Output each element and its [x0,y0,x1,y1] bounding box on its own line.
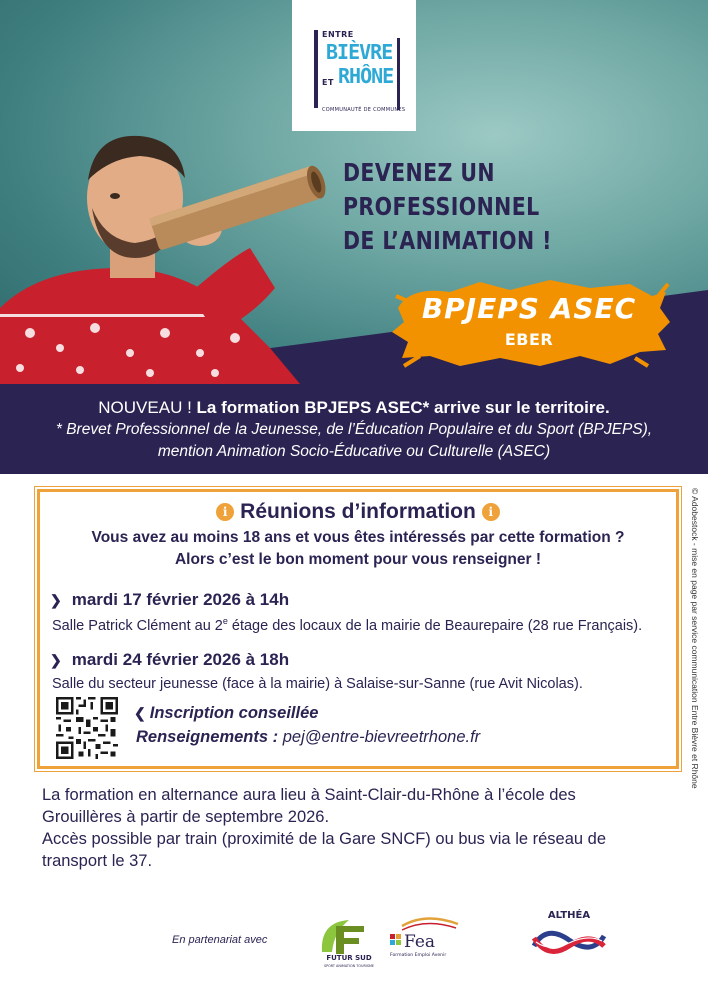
info-title: Réunions d’information [240,500,476,523]
headline-line-1: DEVENEZ UN PROFESSIONNEL [343,158,540,221]
session-date [50,650,289,670]
info-question-line-1: Vous avez au moins 18 ans et vous êtes intéressés par cette formation ? [91,529,625,546]
logo-entre: ENTRE [322,30,354,39]
info-icon: i [482,503,500,521]
logo-bievre: BIÈVRE [326,40,393,64]
chevron-right-icon: ❯ [50,652,62,668]
announcement-line [0,398,708,418]
session-place-text-end: étage des locaux de la mairie de Beaurepaire (28 rue Français). [227,617,643,634]
announcement-bold: La formation BPJEPS ASEC* arrive sur le territoire. [196,398,610,417]
inscription-text: Inscription conseillée [149,704,319,722]
photo-credit [688,488,700,800]
logo-left-bar [314,30,318,108]
session-date [50,590,289,610]
info-icon: i [216,503,234,521]
session-place-sup: e [222,616,228,626]
inscription-note [134,704,318,723]
badge-subtitle: EBER [504,330,554,349]
partners-label: En partenariat avec [172,934,268,946]
entre-bievre-rhone-logo [292,0,416,131]
announcement-new: NOUVEAU ! [98,398,197,417]
fea-name: Fea [404,932,436,952]
session-place [52,616,642,634]
session-place [52,676,583,692]
session-place-text: Salle Patrick Clément au 2 [52,617,223,634]
contact-label: Renseignements : [136,728,283,746]
contact-line [136,728,480,747]
body-line-1: La formation en alternance aura lieu à Saint-Clair-du-Rhône à l’école des [42,786,576,804]
info-meetings-box [37,489,679,769]
body-line-4: transport le 37. [42,852,153,870]
futursud-tagline: SPORT ANIMATION TOURISME [323,964,375,968]
info-question-line-2: Alors c’est le bon moment pour vous renseigner ! [174,551,542,568]
logo-rhone: RHÔNE [338,64,394,88]
futursud-name: FUTUR SUD [326,954,372,962]
session-place-text: Salle du secteur jeunesse (face à la mairie) à Salaise-sur-Sanne (rue Avit Nicolas). [52,676,583,692]
session-date-text: mardi 17 février 2026 à 14h [71,590,290,609]
logo-right-bar [397,38,400,110]
althea-logo [526,906,612,964]
qr-code[interactable] [56,697,118,759]
body-line-3: Accès possible par train (proximité de la Gare SNCF) ou bus via le réseau de [42,830,607,848]
body-line-2: Grouillères à partir de septembre 2026. [42,808,330,826]
footnote-line-2: mention Animation Socio-Éducative ou Culturelle (ASEC) [157,443,551,460]
logo-tagline: COMMUNAUTÉ DE COMMUNES [322,107,406,113]
photo-credit-text: © Adobestock - mise en page par service communication Entre Bièvre et Rhône [690,488,700,789]
futur-sud-logo [314,912,384,970]
althea-name: ALTHÉA [547,910,591,921]
headline-line-2: DE L’ANIMATION ! [343,226,552,255]
footnote-line-1: * Brevet Professionnel de la Jeunesse, de l’Éducation Populaire et du Sport (BPJEPS), [55,421,653,438]
fea-logo [386,914,466,960]
fea-tagline: Formation Emploi Avenir [390,953,447,958]
chevron-left-icon: ❮ [134,705,146,721]
chevron-right-icon: ❯ [50,592,62,608]
page-title [343,156,638,258]
logo-et: ET [322,78,334,87]
contact-email-link[interactable]: pej@entre-bievreetrhone.fr [282,728,481,746]
info-title-row [40,500,676,524]
badge-title: BPJEPS ASEC [421,292,637,325]
session-date-text: mardi 24 février 2026 à 18h [71,650,290,669]
man-with-telescope-photo [0,118,330,384]
